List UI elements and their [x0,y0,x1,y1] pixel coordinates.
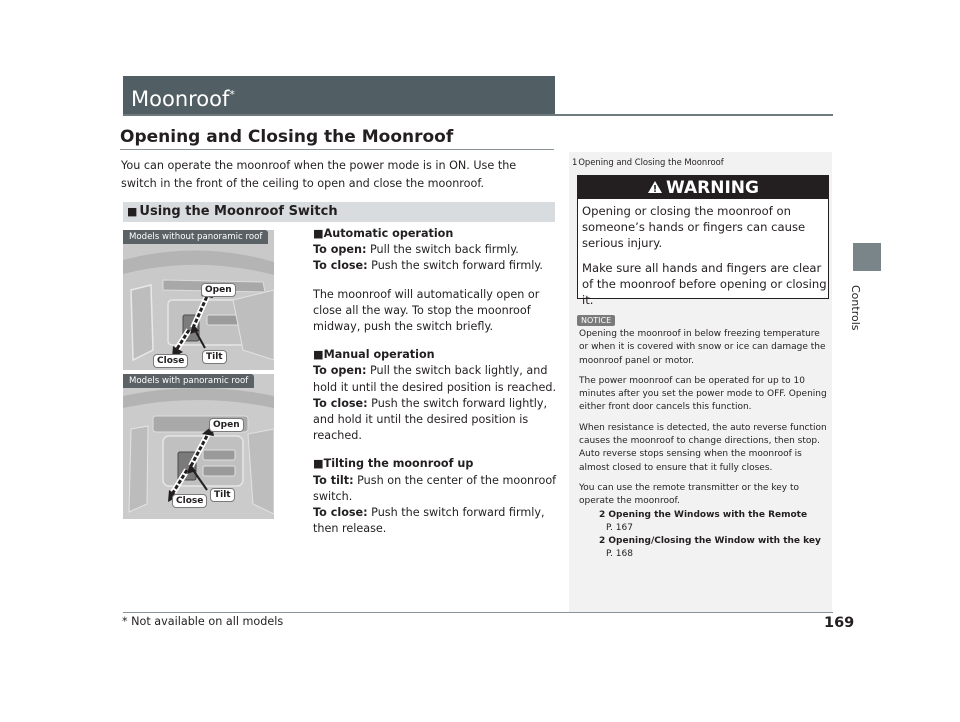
manual-close: To close: Push the switch forward lightly, and hold it until the desired position is reached. [313,396,547,443]
sidebar-note-1: The power moonroof can be operated for up to 10 minutes after you set the power mode to OFF. Opening either front door cancels this function. [579,375,827,413]
illustration-without-panoramic [123,230,274,370]
callout-tilt: Tilt [210,488,235,502]
section-title: Opening and Closing the Moonroof [120,127,454,147]
manual-open: To open: Pull the switch back lightly, and hold it until the desired position is reached. [313,364,557,394]
sidebar-heading: 1Opening and Closing the Moonroof [572,157,724,167]
section-rule [120,149,554,150]
body-instructions [313,226,557,537]
warning-text-1: Opening or closing the moonroof on someone’s hands or fingers can cause serious injury. [582,204,806,250]
reference-link-remote[interactable]: 2 Opening the Windows with the Remote P. 167 [599,509,808,533]
tilt-heading: ■Tilting the moonroof up [313,457,474,471]
warning-header: WARNING [578,176,828,199]
automatic-note: The moonroof will automatically open or close all the way. To stop the moonroof midway, push the switch briefly. [313,287,540,334]
subsection-title: ■ Using the Moonroof Switch [123,202,555,222]
callout-open: Open [209,418,244,432]
footer-rule [123,612,833,613]
reference-link-key[interactable]: 2 Opening/Closing the Window with the key P. 168 [599,536,821,560]
sidebar-note-2: When resistance is detected, the auto reverse function causes the moonroof to change directions, then stop. Auto reverse stops sensing when the moonroof is almost closed to ensure that it fully closes. [579,422,827,473]
callout-close: Close [153,354,188,368]
tilt-close: To close: Push the switch forward firmly, then release. [313,506,545,536]
sidebar-notes [579,328,827,562]
tilt-up: To tilt: Push on the center of the moonroof switch. [313,473,557,503]
sidebar-note-3: You can use the remote transmitter or the key to operate the moonroof. [579,482,799,507]
automatic-open: To open: Pull the switch back firmly. [313,243,519,257]
reference-arrow-icon: 2 [599,509,606,520]
reference-arrow-icon: 1 [572,157,578,167]
page-title: Moonroof* [123,76,555,114]
chapter-tab [853,243,881,271]
chapter-label: Controls [849,285,862,331]
page-number: 169 [824,615,855,631]
callout-open: Open [201,283,236,297]
automatic-heading: ■Automatic operation [313,227,454,240]
reference-arrow-icon: 2 [599,536,606,547]
image-tag-without-panoramic: Models without panoramic roof [123,230,268,244]
intro-text: You can operate the moonroof when the power mode is in ON. Use the switch in the front of the ceiling to open and close the moonroof. [121,159,517,190]
footnote-mark: * [229,88,235,101]
manual-heading: ■Manual operation [313,348,435,362]
warning-text-2: Make sure all hands and fingers are clear of the moonroof before opening or closing it. [582,261,827,307]
notice-text: Opening the moonroof in below freezing temperature or when it is covered with snow or ice can damage the moonroof panel or motor. [579,329,826,366]
automatic-close: To close: Push the switch forward firmly. [313,259,543,273]
callout-tilt: Tilt [202,350,227,364]
image-tag-with-panoramic: Models with panoramic roof [123,374,254,388]
title-rule [123,114,833,116]
warning-triangle-icon [647,180,663,194]
callout-close: Close [172,494,207,508]
footnote: * Not available on all models [122,615,284,628]
notice-badge: NOTICE [577,315,615,326]
